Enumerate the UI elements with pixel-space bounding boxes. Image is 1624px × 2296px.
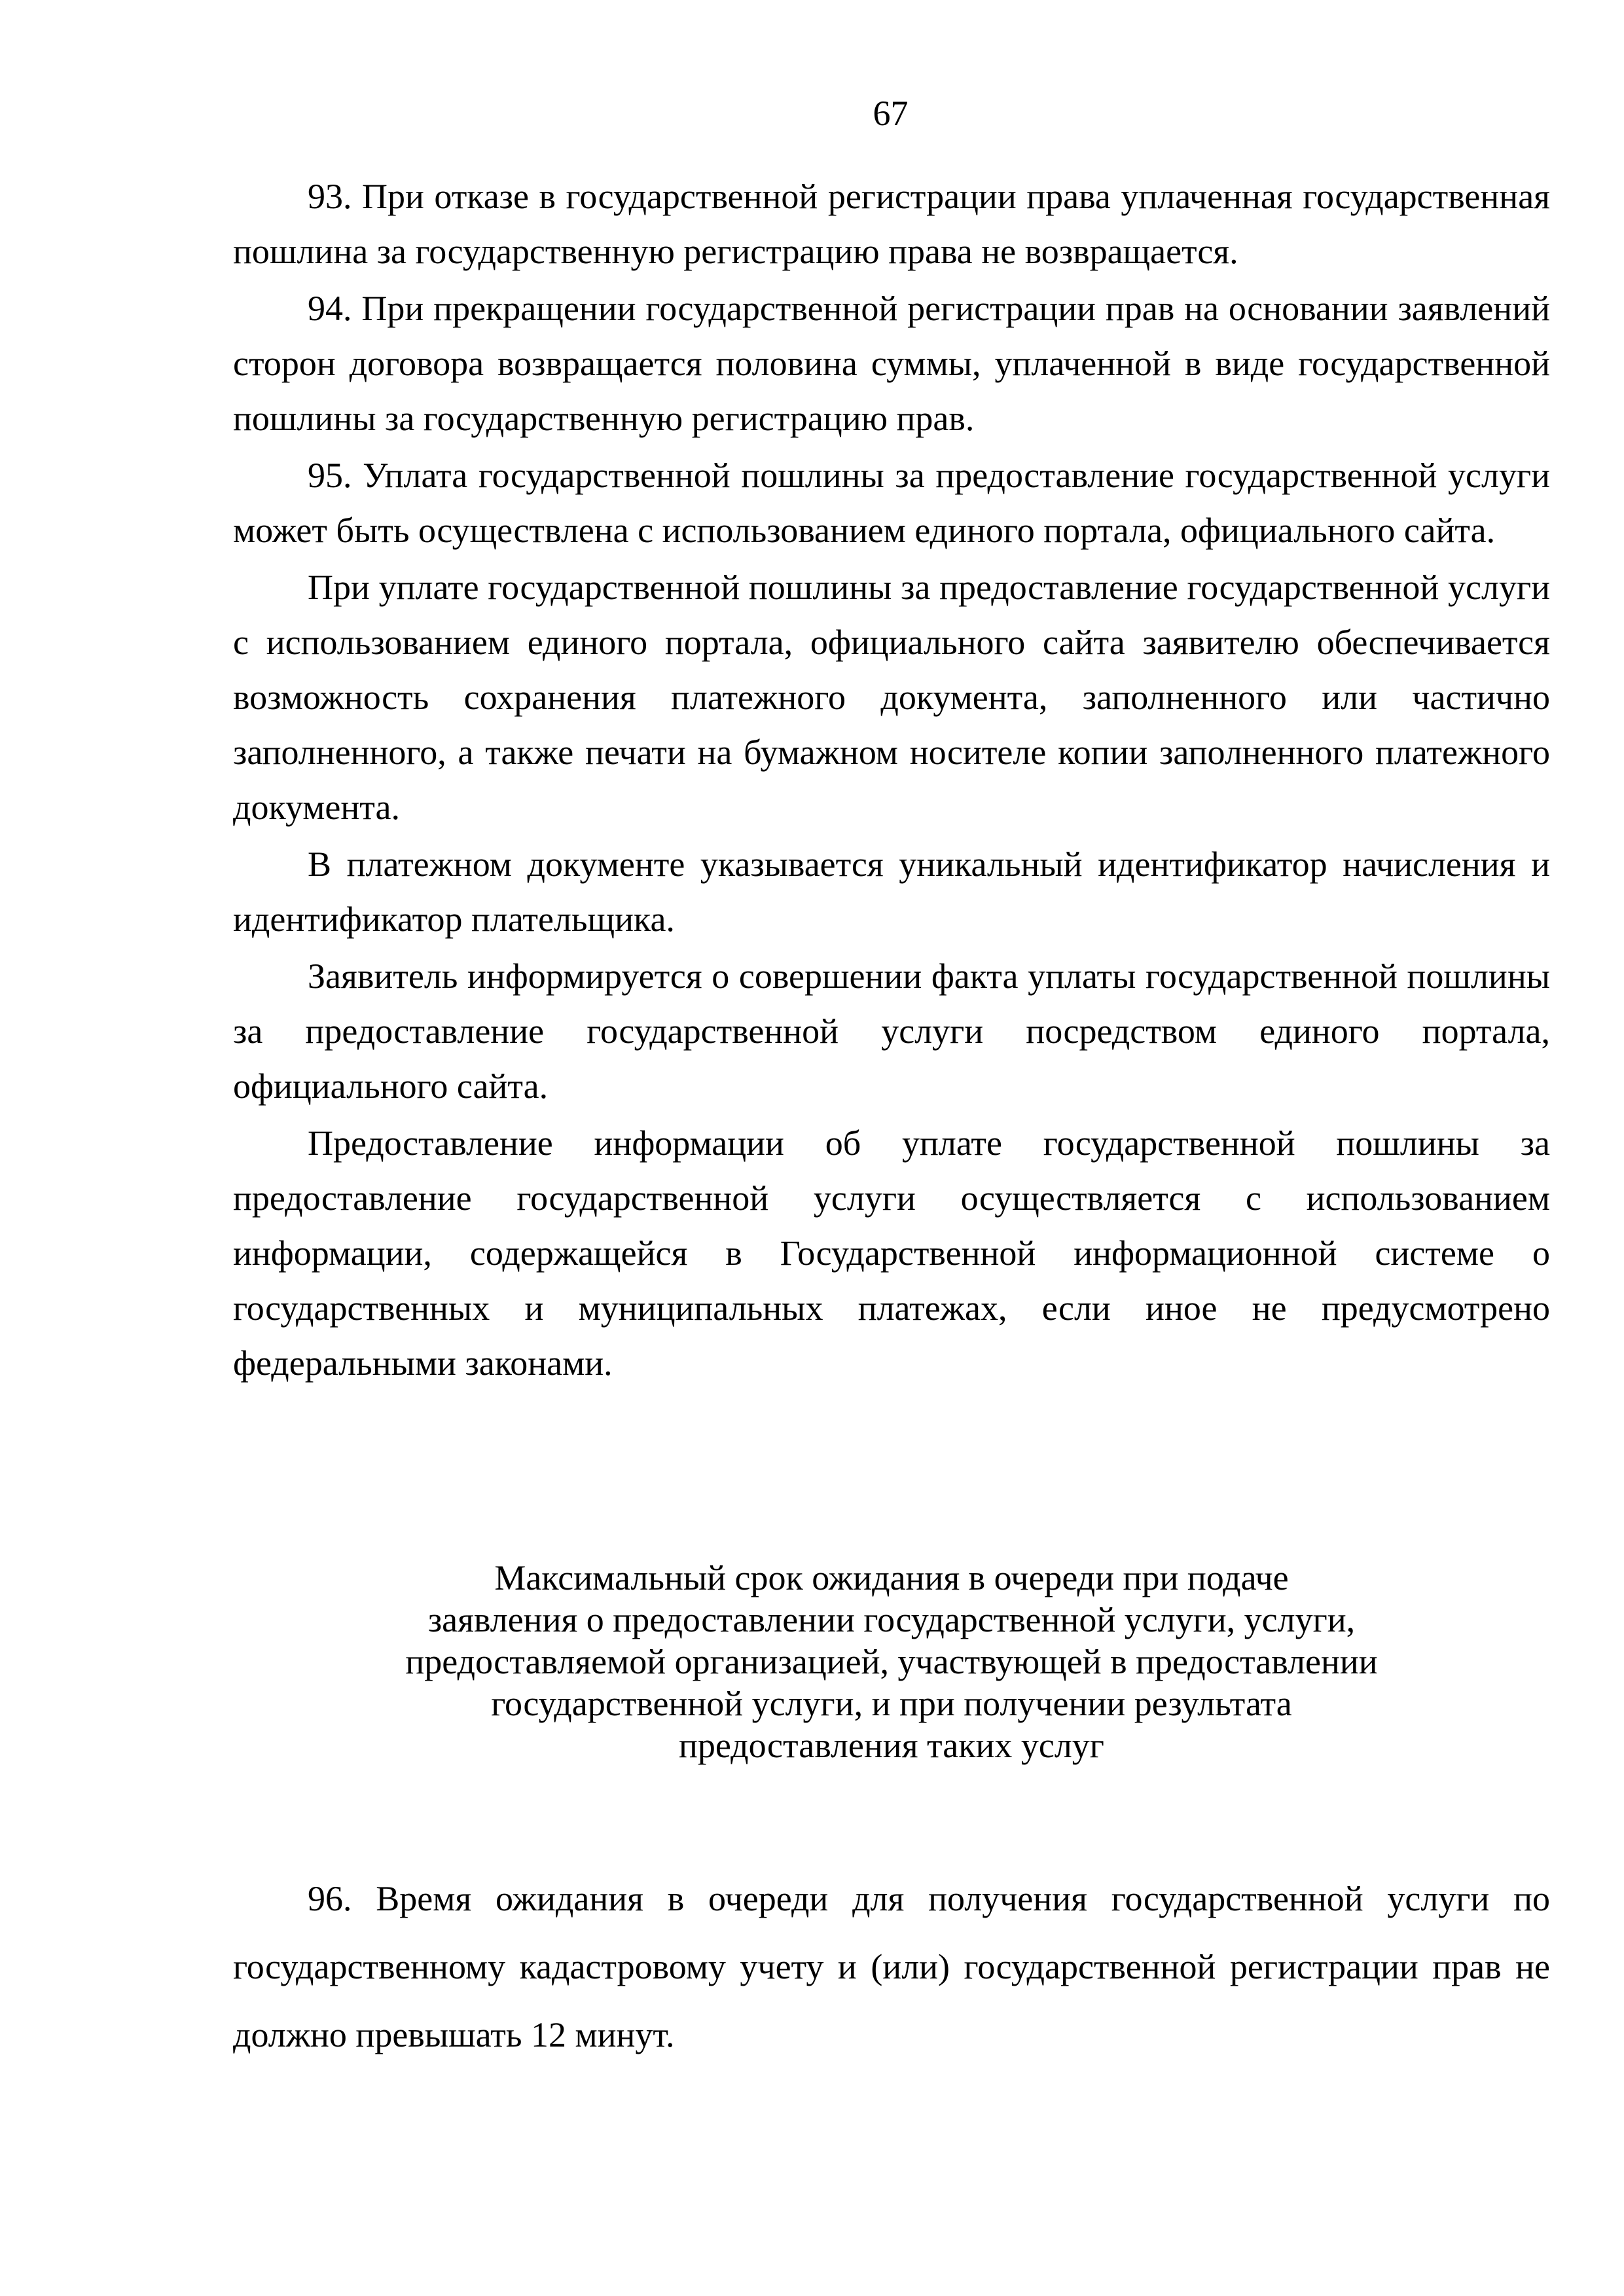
page-number: 67 [873,94,909,133]
paragraph-93: 93. При отказе в государственной регистрации права уплаченная государственная пошлина за государственную регистрацию права не возвращается. [233,177,1550,271]
section-heading-line: предоставления таких услуг [679,1726,1104,1765]
section-heading-line: государственной услуги, и при получении результата [491,1684,1292,1723]
paragraph-94: 94. При прекращении государственной регистрации прав на основании заявлений сторон договора возвращается половина суммы, уплаченной в виде государственной пошлины за государственную регистрацию прав. [233,289,1550,438]
paragraph-payment-info: Предоставление информации об уплате государственной пошлины за предоставление государственной услуги осуществляется с использованием информации, содержащейся в Государственной информационной системе о государственных и муниципальных платежах, если иное не предусмотрено федеральными законами. [233,1123,1550,1383]
document-body [233,169,1550,1391]
section-heading-line: Максимальный срок ожидания в очереди при подаче [494,1558,1289,1597]
paragraph-96: 96. Время ожидания в очереди для получения государственной услуги по государственному кадастровому учету и (или) государственной регистрации прав не должно превышать 12 минут. [233,1879,1550,2054]
paragraph-payment-identifier: В платежном документе указывается уникальный идентификатор начисления и идентификатор плательщика. [233,845,1550,939]
section-heading [233,1557,1550,1766]
paragraph-payment-portal: При уплате государственной пошлины за предоставление государственной услуги с использованием единого портала, официального сайта заявителю обеспечивается возможность сохранения платежного документа, заполненного или частично заполненного, а также печати на бумажном носителе копии заполненного платежного документа. [233,568,1550,827]
section-heading-line: предоставляемой организацией, участвующей в предоставлении [405,1642,1378,1681]
final-section [233,1865,1550,2069]
paragraph-applicant-informed: Заявитель информируется о совершении факта уплаты государственной пошлины за предоставление государственной услуги посредством единого портала, официального сайта. [233,957,1550,1106]
section-heading-line: заявления о предоставлении государственной услуги, услуги, [427,1600,1356,1639]
paragraph-95: 95. Уплата государственной пошлины за предоставление государственной услуги может быть осуществлена с использованием единого портала, официального сайта. [233,456,1550,550]
